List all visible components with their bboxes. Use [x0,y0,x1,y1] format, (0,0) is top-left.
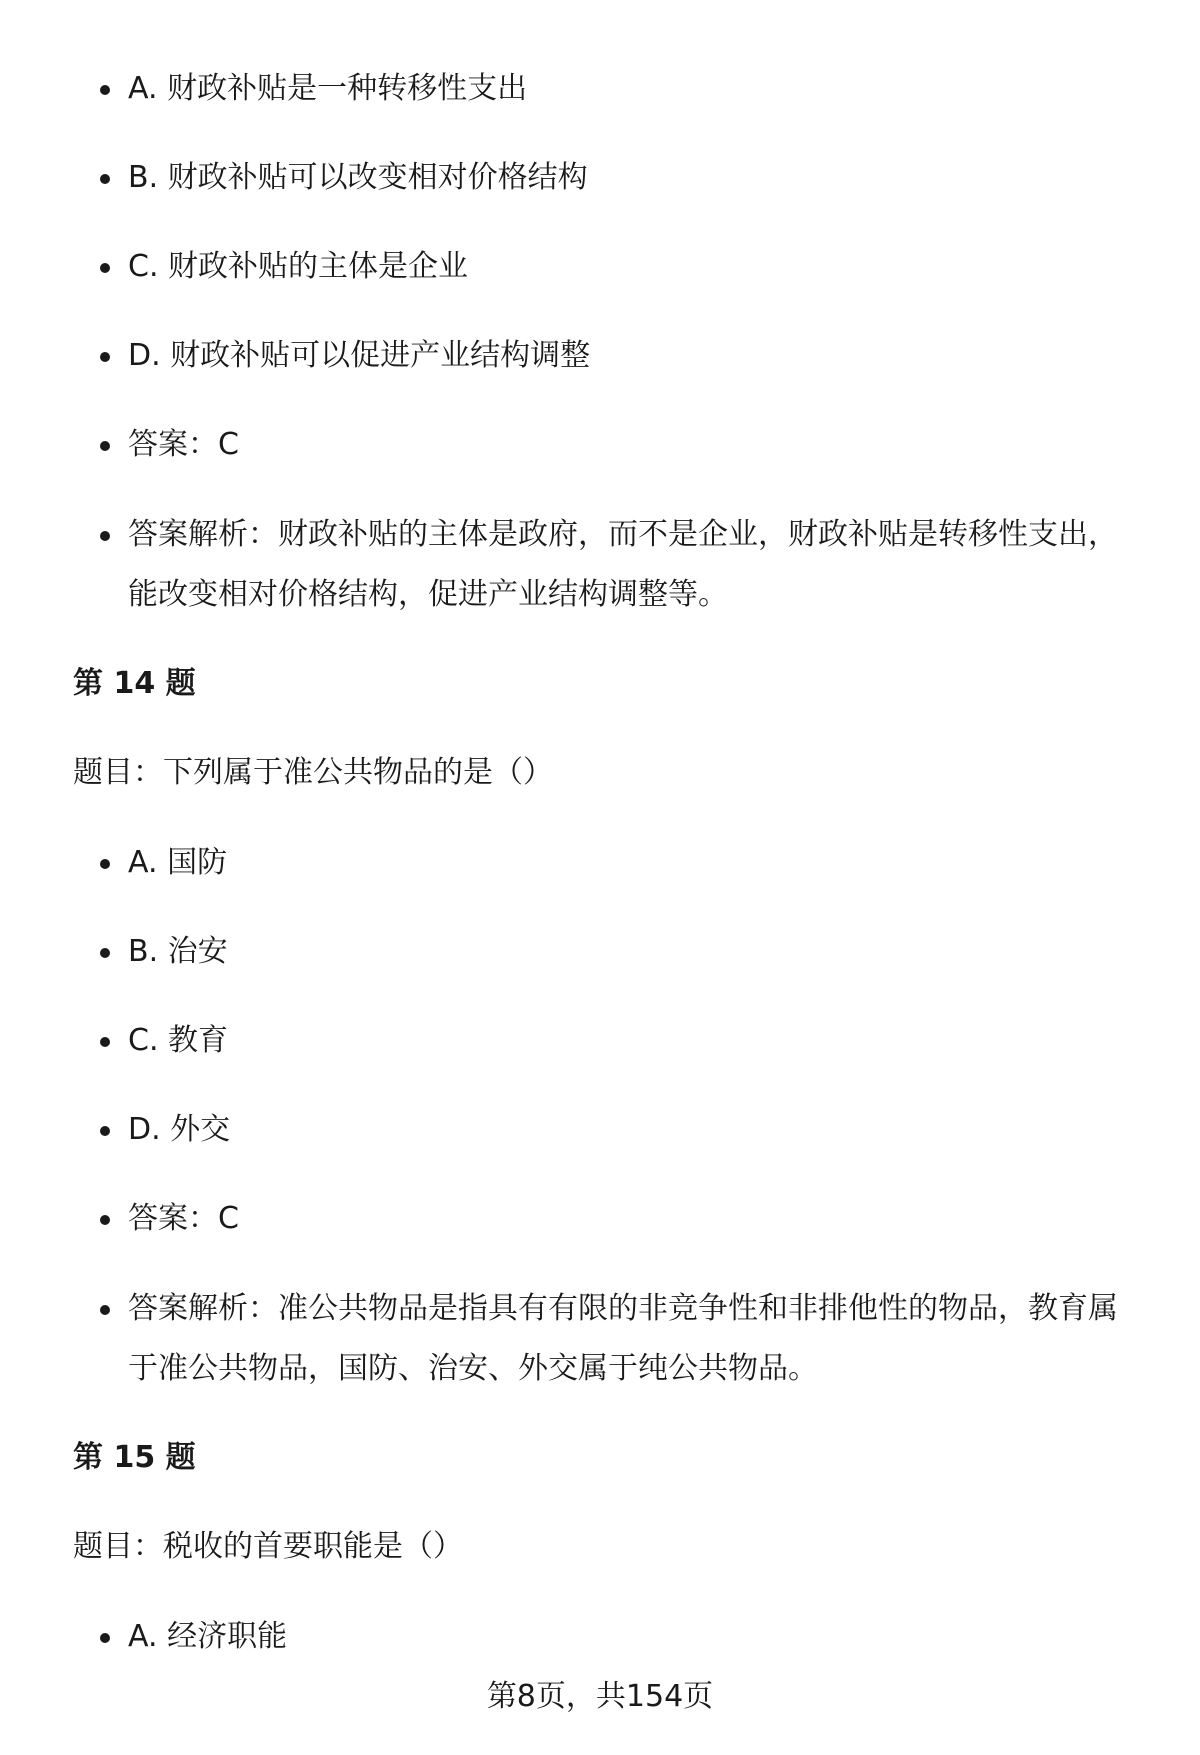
option-d [128,1100,1140,1160]
bullet-icon [100,1633,110,1643]
answer-explanation [128,505,1140,625]
bullet-icon [100,1305,110,1315]
bullet-icon [100,352,110,362]
option-text: C. 财政补贴的主体是企业 [128,249,469,284]
option-text: A. 财政补贴是一种转移性支出 [128,71,528,106]
page-number: 第8页，共154页 [486,1679,714,1714]
option-d [128,326,1140,386]
option-b [128,922,1140,982]
option-a [128,59,1140,119]
answer [128,415,1140,475]
option-b [128,148,1140,208]
answer-text: 答案：C [128,427,239,462]
question-heading: 第 15 题 [73,1440,196,1475]
explanation-text: 答案解析：准公共物品是指具有有限的非竞争性和非排他性的物品，教育属于准公共物品，国防、治安、外交属于纯公共物品。 [128,1291,1118,1386]
option-text: D. 外交 [128,1112,231,1147]
bullet-icon [100,1215,110,1225]
bullet-icon [100,1126,110,1136]
option-c [128,237,1140,297]
option-a [128,833,1140,893]
question-heading: 第 14 题 [73,666,196,701]
option-text: A. 经济职能 [128,1619,288,1654]
option-text: A. 国防 [128,845,228,880]
bullet-icon [100,441,110,451]
question-text: 题目：下列属于准公共物品的是（） [73,755,553,790]
option-text: B. 财政补贴可以改变相对价格结构 [128,160,588,195]
option-text: D. 财政补贴可以促进产业结构调整 [128,338,591,373]
option-text: C. 教育 [128,1023,229,1058]
answer-explanation [128,1279,1140,1399]
bullet-icon [100,859,110,869]
answer [128,1189,1140,1249]
explanation-text: 答案解析：财政补贴的主体是政府，而不是企业，财政补贴是转移性支出，能改变相对价格结构，促进产业结构调整等。 [128,517,1118,612]
option-c [128,1011,1140,1071]
question-text: 题目：税收的首要职能是（） [73,1529,463,1564]
bullet-icon [100,948,110,958]
bullet-icon [100,85,110,95]
bullet-icon [100,263,110,273]
bullet-icon [100,174,110,184]
option-text: B. 治安 [128,934,228,969]
answer-text: 答案：C [128,1201,239,1236]
option-a [128,1607,1140,1667]
bullet-icon [100,1037,110,1047]
bullet-icon [100,531,110,541]
